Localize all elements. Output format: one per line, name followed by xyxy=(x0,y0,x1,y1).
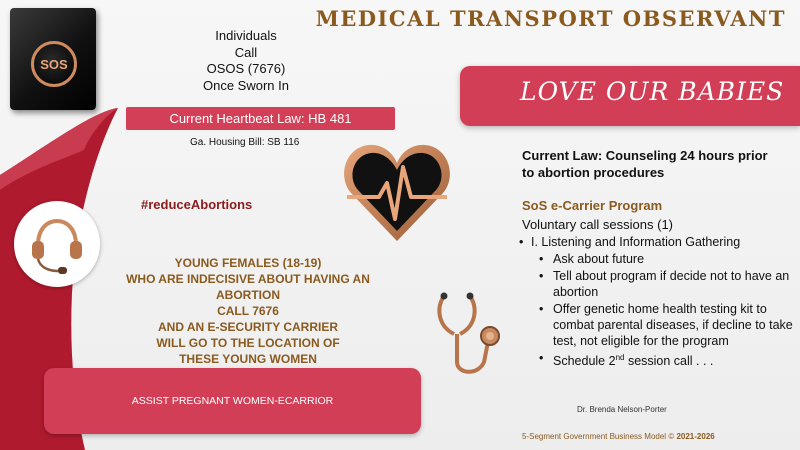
contact-info xyxy=(176,28,316,94)
callout-line: THESE YOUNG WOMEN xyxy=(179,352,317,366)
housing-bill-text: Ga. Housing Bill: SB 116 xyxy=(190,137,300,148)
callout-line: ABORTION xyxy=(216,288,280,302)
list-item-superscript: nd xyxy=(615,353,625,362)
sos-tile xyxy=(10,8,96,110)
assist-banner-text: ASSIST PREGNANT WOMEN-ECARRIOR xyxy=(131,395,334,407)
program-section: • I. Listening and Information Gathering xyxy=(505,234,797,250)
headset-icon xyxy=(14,201,100,287)
list-item-text: Schedule 2 xyxy=(553,354,616,369)
callout-line: YOUNG FEMALES (18-19) xyxy=(174,256,322,270)
hashtag: #reduceAbortions xyxy=(141,197,253,212)
callout-line: CALL 7676 xyxy=(217,304,279,318)
program-subtitle: Voluntary call sessions (1) xyxy=(522,217,674,232)
copyright-years: 2021-2026 xyxy=(676,432,715,441)
stethoscope-icon xyxy=(430,290,510,380)
sos-icon xyxy=(31,41,77,87)
callout-line: AND AN E-SECURITY CARRIER xyxy=(157,320,338,334)
list-item: • Ask about future xyxy=(505,251,797,267)
contact-line: OSOS (7676) xyxy=(206,61,286,76)
heartbeat-law-banner: Current Heartbeat Law: HB 481 xyxy=(126,107,395,130)
contact-line: Once Sworn In xyxy=(203,77,289,93)
contact-line: Call xyxy=(234,44,258,60)
contact-line: Individuals xyxy=(215,28,277,43)
list-item xyxy=(505,350,797,369)
callout-line: WHO ARE INDECISIVE ABOUT HAVING AN xyxy=(126,272,370,286)
list-item: • Tell about program if decide not to have an abortion xyxy=(505,268,797,300)
callout-line: WILL GO TO THE LOCATION OF xyxy=(156,336,340,350)
headset-badge xyxy=(14,201,100,287)
young-females-callout xyxy=(98,255,398,367)
sos-label: SOS xyxy=(40,56,68,72)
model-name: 5-Segment Government Business Model xyxy=(522,432,667,441)
page-title: MEDICAL TRANSPORT OBSERVANT xyxy=(315,6,786,31)
list-item-text: session call . . . xyxy=(624,354,714,369)
heartbeat-heart-icon xyxy=(339,133,455,249)
love-banner-text: LOVE OUR BABIES xyxy=(520,77,785,106)
program-list xyxy=(505,234,797,369)
footer-model xyxy=(522,432,715,441)
list-item: • Offer genetic home health testing kit to combat parental diseases, if decline to take test, not eligible for the program xyxy=(505,301,797,349)
author-credit: Dr. Brenda Nelson-Porter xyxy=(577,405,667,414)
program-title: SoS e-Carrier Program xyxy=(522,198,663,213)
program-sublist xyxy=(505,251,797,369)
copyright-symbol: © xyxy=(668,432,675,441)
current-law-text: Current Law: Counseling 24 hours prior to abortion procedures xyxy=(522,148,768,180)
